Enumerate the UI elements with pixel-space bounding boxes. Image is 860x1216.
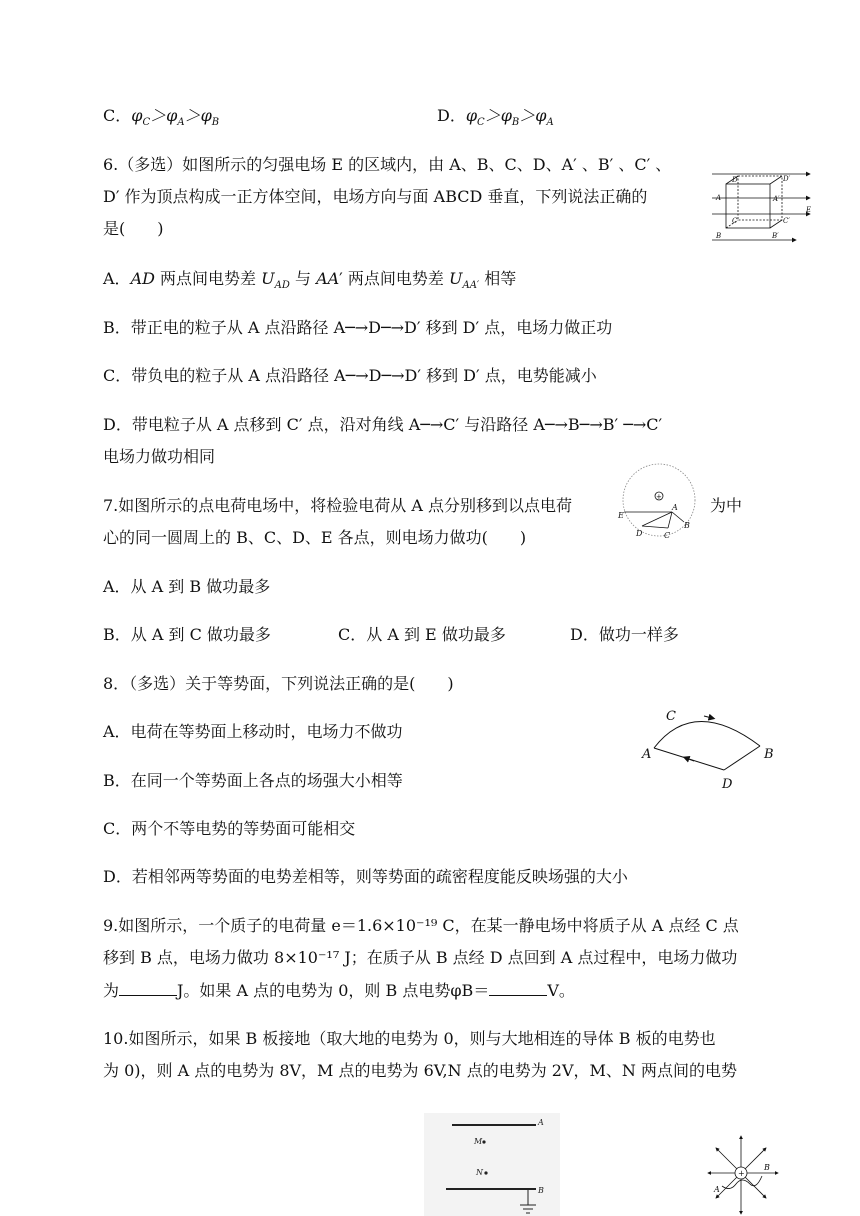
point-charge-circle-diagram — [614, 458, 706, 542]
label-b: B — [764, 747, 774, 762]
q8-option-b: B．在同一个等势面上各点的场强大小相等 — [103, 771, 403, 790]
label-d: D — [636, 529, 643, 538]
label-a-prime: A′ — [773, 195, 780, 203]
parallel-plates-diagram — [424, 1113, 560, 1216]
label-d-prime: D′ — [783, 175, 791, 183]
q9-stem-line2: 移到 B 点，电场力做功 8×10⁻¹⁷ J；在质子从 B 点经 D 点回到 A 点过程中，电场力做功 — [103, 948, 738, 967]
label-a: A — [714, 1185, 720, 1194]
plus-icon: + — [738, 1169, 745, 1178]
q6-option-a: A．AD 两点间电势差 $U_{AD}$ 与 AA′ 两点间电势差 $U_{AA'}$ 相等 — [103, 269, 517, 292]
label-b: B — [684, 521, 690, 530]
label-b: B — [764, 1163, 770, 1172]
label-e: E — [806, 206, 812, 214]
prev-option-c: C．$\varphi_C>\varphi_A>\varphi_B$ — [103, 106, 220, 129]
q7-stem-line1a: 7.如图所示的点电荷电场中，将检验电荷从 A 点分别移到以点电荷 — [103, 496, 572, 515]
label-c: C — [732, 217, 738, 225]
q9-stem-line3: 为 J。如果 A 点的电势为 0，则 B 点电势φB＝ V。 — [103, 981, 575, 1000]
label-c: C — [664, 531, 671, 540]
cube-field-diagram — [710, 168, 816, 254]
q6-stem-line3: 是( ) — [103, 219, 164, 238]
answer-blank-2[interactable] — [489, 981, 547, 996]
q10-stem-line2: 为 0)，则 A 点的电势为 8V，M 点的电势为 6V,N 点的电势为 2V，M、N 两点间的电势 — [103, 1061, 738, 1080]
q7-option-c: C．从 A 到 E 做功最多 — [338, 625, 506, 644]
label-d: D — [732, 176, 738, 184]
q7-option-a: A．从 A 到 B 做功最多 — [103, 577, 271, 596]
q8-option-d: D．若相邻两等势面的电势差相等，则等势面的疏密程度能反映场强的大小 — [103, 867, 628, 886]
prev-option-d: D．$\varphi_C>\varphi_B>\varphi_A$ — [437, 106, 554, 129]
arc-path-diagram — [638, 702, 778, 792]
q6-option-d-line1: D．带电粒子从 A 点移到 C′ 点，沿对角线 A─→C′ 与沿路径 A─→B─→B′ ─→C′ — [103, 415, 663, 434]
q6-option-c: C．带负电的粒子从 A 点沿路径 A─→D─→D′ 移到 D′ 点，电势能减小 — [103, 366, 597, 385]
answer-blank-1[interactable] — [119, 981, 177, 996]
q6-stem-line1: 6.（多选）如图所示的匀强电场 E 的区域内，由 A、B、C、D、A′ 、B′ 、C′ 、 — [103, 155, 672, 174]
q7-stem-line2: 心的同一圆周上的 B、C、D、E 各点，则电场力做功( ) — [103, 528, 527, 547]
label-a: A — [538, 1118, 544, 1127]
plus-icon: + — [656, 493, 662, 501]
label-n: N — [476, 1168, 483, 1177]
label-b-prime: B′ — [772, 232, 779, 240]
label-a: A — [672, 503, 678, 512]
label-d: D — [722, 777, 733, 792]
label-a: A — [716, 194, 722, 202]
q6-option-d-line2: 电场力做功相同 — [103, 447, 216, 466]
q8-option-a: A．电荷在等势面上移动时，电场力不做功 — [103, 722, 403, 741]
q10-stem-line1: 10.如图所示，如果 B 板接地（取大地的电势为 0，则与大地相连的导体 B 板的电势也 — [103, 1029, 716, 1048]
radial-field-diagram — [700, 1130, 786, 1216]
q7-stem-line1b: 为中 — [710, 496, 743, 515]
q6-option-b: B．带正电的粒子从 A 点沿路径 A─→D─→D′ 移到 D′ 点，电场力做正功 — [103, 318, 613, 337]
label-c: C — [666, 709, 676, 724]
label-m: M — [474, 1137, 483, 1146]
label-b: B — [538, 1186, 544, 1195]
q7-option-d: D．做功一样多 — [570, 625, 679, 644]
q6-stem-line2: D′ 作为顶点构成一正方体空间，电场方向与面 ABCD 垂直，下列说法正确的 — [103, 187, 648, 206]
label-c-prime: C′ — [783, 217, 790, 225]
label-b: B — [716, 232, 722, 240]
q7-option-b: B．从 A 到 C 做功最多 — [103, 625, 271, 644]
q8-stem: 8．（多选）关于等势面，下列说法正确的是( ) — [103, 674, 454, 693]
label-a: A — [642, 747, 652, 762]
label-e: E — [618, 511, 624, 520]
q8-option-c: C．两个不等电势的等势面可能相交 — [103, 819, 356, 838]
q9-stem-line1: 9.如图所示，一个质子的电荷量 e＝1.6×10⁻¹⁹ C，在某一静电场中将质子从 A 点经 C 点 — [103, 916, 739, 935]
